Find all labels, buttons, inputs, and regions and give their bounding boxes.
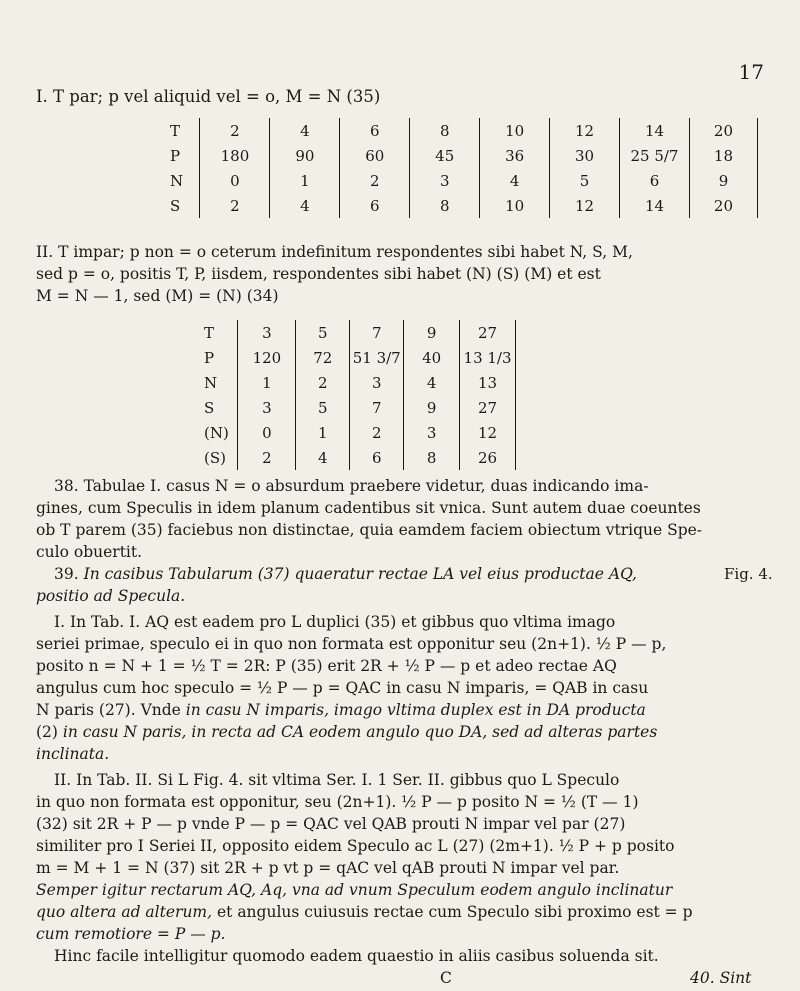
paragraph-II-line: similiter pro I Seriei II, opposito eidem Speculo ac L (27) (2m+1). ½ P + p posito — [36, 837, 675, 855]
table-cell: 9 — [404, 395, 460, 420]
table-cell: 0 — [200, 168, 270, 193]
table-cell: 5 — [296, 395, 350, 420]
table-cell: 26 — [460, 445, 516, 470]
catchword: 40. Sint — [690, 969, 752, 987]
table-cell: 10 — [480, 193, 550, 218]
row-label: N — [170, 171, 184, 190]
figure-reference: Fig. 4. — [724, 565, 773, 583]
table-cell: 180 — [200, 143, 270, 168]
table-cell: 1 — [238, 370, 296, 395]
table-cell: 8 — [410, 118, 480, 143]
table-cell: 0 — [238, 420, 296, 445]
table-cell: 7 — [350, 395, 404, 420]
row-label: N — [204, 373, 218, 392]
table-cell: 60 — [340, 143, 410, 168]
table-cell: 13 — [460, 370, 516, 395]
paragraph-II-line: II. In Tab. II. Si L Fig. 4. sit vltima Ser. I. 1 Ser. II. gibbus quo L Speculo — [54, 771, 620, 789]
row-label: P — [204, 348, 215, 367]
row-label: (S) — [204, 448, 226, 467]
paragraph-I-line: angulus cum hoc speculo = ½ P — p = QAC in casu N imparis, = QAB in casu — [36, 679, 649, 697]
table-cell: 40 — [404, 345, 460, 370]
paragraph-39-title-cont: positio ad Specula. — [36, 587, 186, 605]
table-cell: 12 — [550, 193, 620, 218]
paragraph-38-line: culo obuertit. — [36, 543, 143, 561]
table-row — [200, 320, 516, 345]
table-cell: 18 — [689, 143, 757, 168]
paragraph-II-italic: quo altera ad alterum, — [36, 903, 213, 921]
paragraph-I-line — [36, 701, 646, 719]
table-cell: 10 — [480, 118, 550, 143]
paragraph-I-text: (2) — [36, 723, 63, 741]
paragraph-39-heading — [54, 565, 637, 583]
table-cell: 120 — [238, 345, 296, 370]
paragraph-39-title: In casibus Tabularum (37) quaeratur rectae LA vel eius productae AQ, — [83, 565, 637, 583]
table-cell: 9 — [404, 320, 460, 345]
table-cell: 8 — [410, 193, 480, 218]
table-cell: 27 — [460, 320, 516, 345]
row-label: S — [170, 196, 181, 215]
table-cell: 20 — [689, 193, 757, 218]
table-cell: 4 — [270, 118, 340, 143]
paragraph-II-line — [36, 903, 693, 921]
table-cell: 30 — [550, 143, 620, 168]
table-cell: 7 — [350, 320, 404, 345]
table-cell: 45 — [410, 143, 480, 168]
paragraph-II-line: cum remotiore = P — p. — [36, 925, 226, 943]
table-cell: 13 1/3 — [460, 345, 516, 370]
paragraph-38-line: 38. Tabulae I. casus N = o absurdum praebere videtur, duas indicando ima- — [54, 477, 649, 495]
row-label: (N) — [204, 423, 229, 442]
paragraph-38-line: ob T parem (35) faciebus non distinctae, quia eamdem faciem obiectum vtrique Spe- — [36, 521, 703, 539]
row-label: T — [170, 121, 181, 140]
table-cell: 2 — [296, 370, 350, 395]
section-2-line: II. T impar; p non = o ceterum indefinitum respondentes sibi habet N, S, M, — [36, 243, 633, 261]
table-row — [200, 370, 516, 395]
paragraph-II-line: (32) sit 2R + P — p vnde P — p = QAC vel QAB prouti N impar vel par (27) — [36, 815, 626, 833]
paragraph-I-italic: in casu N imparis, imago vltima duplex est in DA producta — [185, 701, 646, 719]
table-cell: 3 — [404, 420, 460, 445]
table-cell: 25 5/7 — [620, 143, 690, 168]
paragraph-II-text: et angulus cuiusuis rectae cum Speculo sibi proximo est = p — [212, 903, 693, 921]
row-label: T — [204, 323, 215, 342]
table-cell: 2 — [340, 168, 410, 193]
table-cell: 12 — [550, 118, 620, 143]
table-row — [200, 395, 516, 420]
final-line: Hinc facile intelligitur quomodo eadem quaestio in aliis casibus soluenda sit. — [54, 947, 659, 965]
table-cell: 1 — [270, 168, 340, 193]
table-cell: 6 — [340, 118, 410, 143]
paragraph-I-line: inclinata. — [36, 745, 110, 763]
table-cell: 14 — [620, 118, 690, 143]
paragraph-I-line: posito n = N + 1 = ½ T = 2R: P (35) erit 2R + ½ P — p et adeo rectae AQ — [36, 657, 617, 675]
table-row — [200, 345, 516, 370]
table-cell: 72 — [296, 345, 350, 370]
table-row — [166, 143, 758, 168]
paragraph-II-line: in quo non formata est opponitur, seu (2n+1). ½ P — p posito N = ½ (T — 1) — [36, 793, 639, 811]
table-row — [166, 193, 758, 218]
table-cell: 1 — [296, 420, 350, 445]
table-row — [166, 168, 758, 193]
table-cell: 6 — [350, 445, 404, 470]
table-cell: 36 — [480, 143, 550, 168]
paragraph-II-line: Semper igitur rectarum AQ, Aq, vna ad vnum Speculum eodem angulo inclinatur — [36, 881, 673, 899]
table-cell: 4 — [296, 445, 350, 470]
table-1 — [166, 118, 758, 218]
paragraph-I-line: seriei primae, speculo ei in quo non formata est opponitur seu (2n+1). ½ P — p, — [36, 635, 667, 653]
row-label: S — [204, 398, 215, 417]
table-cell: 3 — [410, 168, 480, 193]
table-cell: 14 — [620, 193, 690, 218]
table-cell: 6 — [340, 193, 410, 218]
table-row — [166, 118, 758, 143]
paragraph-I-line: I. In Tab. I. AQ est eadem pro L duplici (35) et gibbus quo vltima imago — [54, 613, 616, 631]
table-cell: 2 — [238, 445, 296, 470]
table-cell: 9 — [689, 168, 757, 193]
signature-mark: C — [440, 969, 452, 987]
table-cell: 27 — [460, 395, 516, 420]
table-cell: 5 — [296, 320, 350, 345]
table-cell: 3 — [238, 320, 296, 345]
table-cell: 2 — [350, 420, 404, 445]
paragraph-38-line: gines, cum Speculis in idem planum cadentibus sit vnica. Sunt autem duae coeuntes — [36, 499, 701, 517]
section-1-heading: I. T par; p vel aliquid vel = o, M = N (35) — [36, 87, 381, 106]
section-2-line: M = N — 1, sed (M) = (N) (34) — [36, 287, 279, 305]
table-cell: 51 3/7 — [350, 345, 404, 370]
table-cell: 4 — [404, 370, 460, 395]
table-cell: 3 — [238, 395, 296, 420]
section-2-line: sed p = o, positis T, P, iisdem, respondentes sibi habet (N) (S) (M) et est — [36, 265, 601, 283]
table-cell: 2 — [200, 193, 270, 218]
table-cell: 3 — [350, 370, 404, 395]
table-cell: 6 — [620, 168, 690, 193]
row-label: P — [170, 146, 181, 165]
table-cell: 90 — [270, 143, 340, 168]
table-cell: 4 — [270, 193, 340, 218]
table-cell: 8 — [404, 445, 460, 470]
paragraph-I-italic: in casu N paris, in recta ad CA eodem angulo quo DA, sed ad alteras partes — [62, 723, 658, 741]
paragraph-I-line — [36, 723, 657, 741]
table-cell: 2 — [200, 118, 270, 143]
table-cell: 12 — [460, 420, 516, 445]
table-2 — [200, 320, 516, 470]
table-cell: 20 — [689, 118, 757, 143]
page-number: 17 — [738, 60, 764, 84]
paragraph-II-line: m = M + 1 = N (37) sit 2R + p vt p = qAC vel qAB prouti N impar vel par. — [36, 859, 620, 877]
table-cell: 5 — [550, 168, 620, 193]
paragraph-I-text: N paris (27). Vnde — [36, 701, 186, 719]
table-cell: 4 — [480, 168, 550, 193]
paragraph-39-number: 39. — [54, 565, 79, 583]
table-row — [200, 420, 516, 445]
table-row — [200, 445, 516, 470]
